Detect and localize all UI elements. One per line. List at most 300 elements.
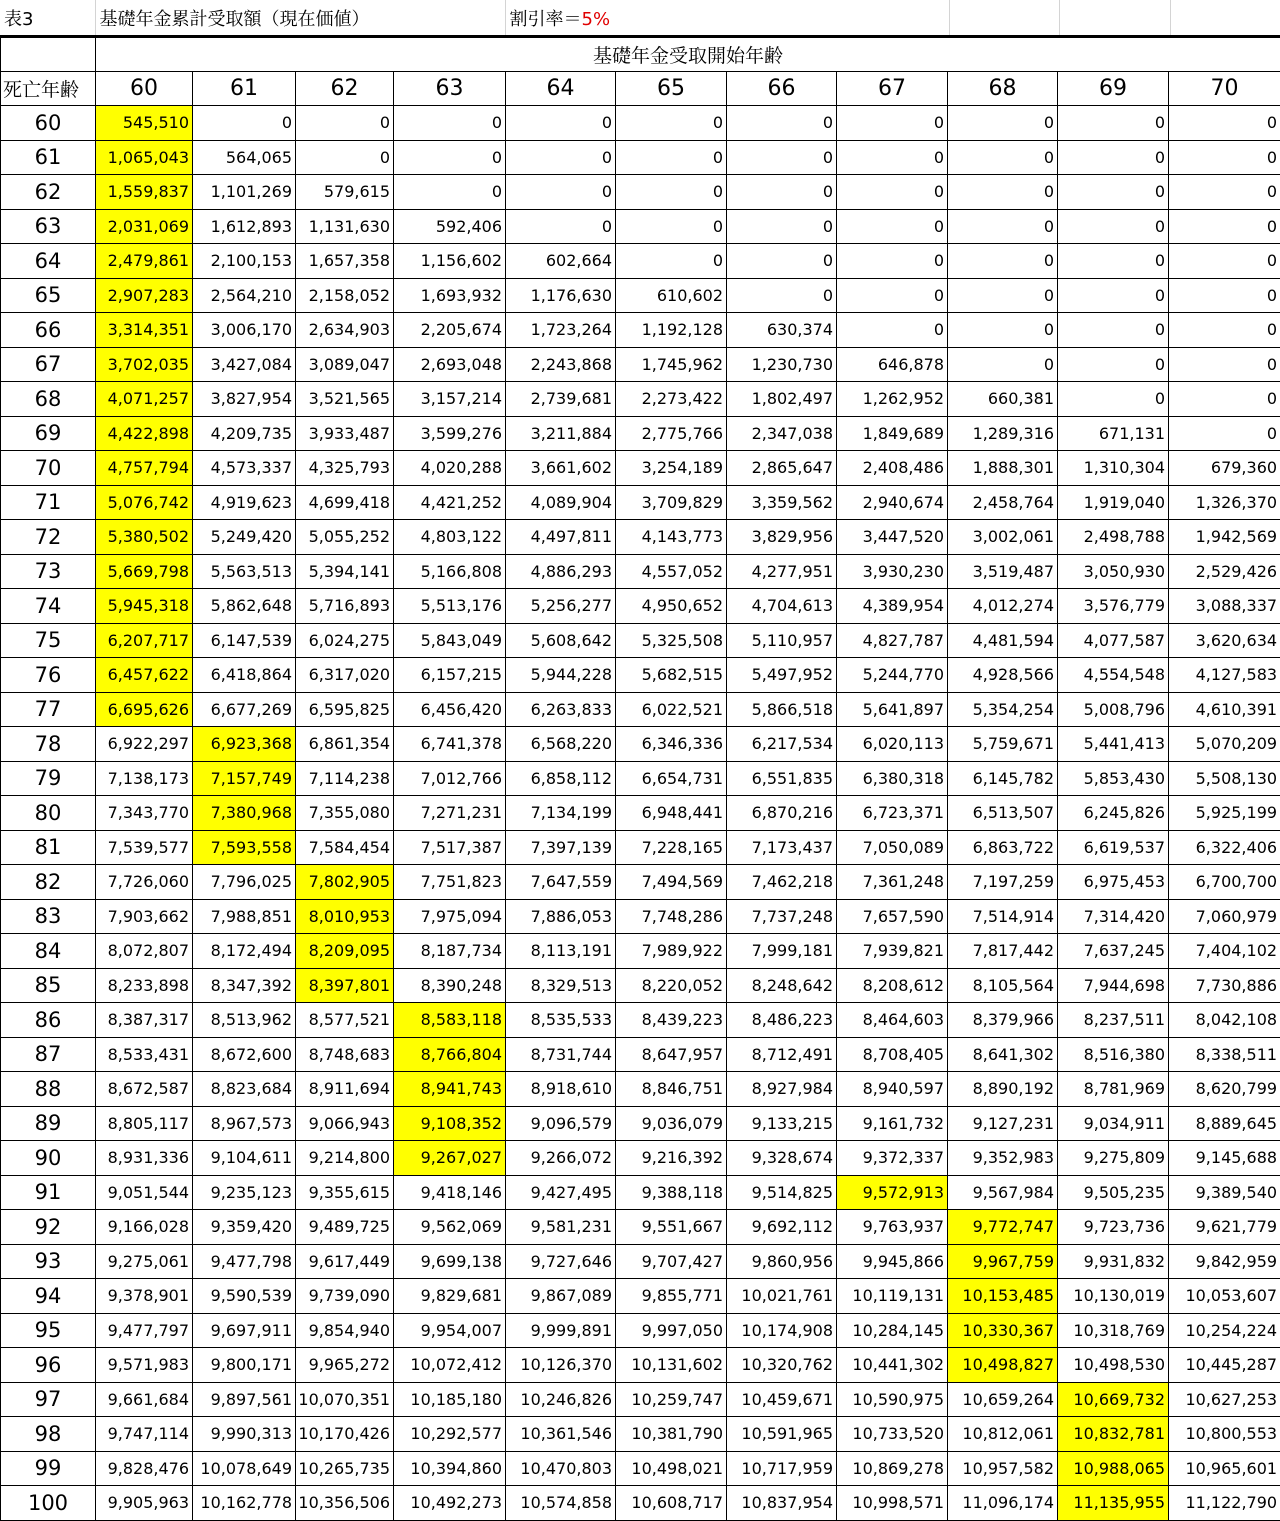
value-cell[interactable]: 5,110,957	[727, 623, 837, 658]
value-cell[interactable]: 7,397,139	[506, 830, 616, 865]
value-cell[interactable]: 5,944,228	[506, 658, 616, 693]
death-age-cell[interactable]: 77	[1, 692, 96, 727]
value-cell[interactable]: 2,273,422	[616, 382, 727, 417]
start-age-header[interactable]: 64	[506, 72, 616, 106]
value-cell[interactable]: 0	[837, 244, 948, 279]
value-cell[interactable]: 9,800,171	[193, 1348, 296, 1383]
value-cell[interactable]: 5,682,515	[616, 658, 727, 693]
value-cell[interactable]: 8,846,751	[616, 1072, 727, 1107]
value-cell[interactable]: 10,131,602	[616, 1348, 727, 1383]
value-cell[interactable]: 1,612,893	[193, 209, 296, 244]
value-cell[interactable]: 0	[394, 106, 506, 141]
death-age-cell[interactable]: 73	[1, 554, 96, 589]
value-cell[interactable]: 9,855,771	[616, 1279, 727, 1314]
value-cell[interactable]: 9,036,079	[616, 1106, 727, 1141]
value-cell[interactable]: 3,933,487	[296, 416, 394, 451]
value-cell[interactable]: 8,172,494	[193, 934, 296, 969]
value-cell[interactable]: 9,990,313	[193, 1417, 296, 1452]
value-cell[interactable]: 5,853,430	[1058, 761, 1169, 796]
value-cell[interactable]: 6,322,406	[1169, 830, 1280, 865]
value-cell[interactable]: 10,361,546	[506, 1417, 616, 1452]
value-cell[interactable]: 0	[948, 313, 1058, 348]
value-cell[interactable]: 7,647,559	[506, 865, 616, 900]
value-cell[interactable]: 10,284,145	[837, 1313, 948, 1348]
title-cell[interactable]	[95, 0, 505, 36]
value-cell[interactable]: 2,408,486	[837, 451, 948, 486]
value-cell[interactable]: 10,078,649	[193, 1451, 296, 1486]
value-cell[interactable]: 9,161,732	[837, 1106, 948, 1141]
value-cell[interactable]: 6,245,826	[1058, 796, 1169, 831]
value-cell[interactable]: 9,389,540	[1169, 1175, 1280, 1210]
value-cell[interactable]: 9,828,476	[96, 1451, 193, 1486]
empty-cell[interactable]	[1170, 0, 1280, 36]
value-cell[interactable]: 0	[727, 175, 837, 210]
max-value-cell[interactable]: 7,802,905	[296, 865, 394, 900]
start-age-header[interactable]: 61	[193, 72, 296, 106]
value-cell[interactable]: 6,022,521	[616, 692, 727, 727]
start-age-header[interactable]: 66	[727, 72, 837, 106]
value-cell[interactable]: 9,727,646	[506, 1244, 616, 1279]
start-age-header[interactable]: 69	[1058, 72, 1169, 106]
value-cell[interactable]: 0	[193, 106, 296, 141]
value-cell[interactable]: 7,903,662	[96, 899, 193, 934]
value-cell[interactable]: 7,988,851	[193, 899, 296, 934]
value-cell[interactable]: 6,317,020	[296, 658, 394, 693]
value-cell[interactable]: 9,235,123	[193, 1175, 296, 1210]
value-cell[interactable]: 5,497,952	[727, 658, 837, 693]
value-cell[interactable]: 8,712,491	[727, 1037, 837, 1072]
value-cell[interactable]: 1,310,304	[1058, 451, 1169, 486]
value-cell[interactable]: 5,925,199	[1169, 796, 1280, 831]
value-cell[interactable]: 9,066,943	[296, 1106, 394, 1141]
death-age-cell[interactable]: 96	[1, 1348, 96, 1383]
value-cell[interactable]: 5,394,141	[296, 554, 394, 589]
max-value-cell[interactable]: 8,583,118	[394, 1003, 506, 1038]
value-cell[interactable]: 5,008,796	[1058, 692, 1169, 727]
value-cell[interactable]: 0	[296, 140, 394, 175]
death-age-cell[interactable]: 63	[1, 209, 96, 244]
value-cell[interactable]: 8,890,192	[948, 1072, 1058, 1107]
value-cell[interactable]: 3,006,170	[193, 313, 296, 348]
value-cell[interactable]: 6,870,216	[727, 796, 837, 831]
value-cell[interactable]: 6,147,539	[193, 623, 296, 658]
max-value-cell[interactable]: 10,153,485	[948, 1279, 1058, 1314]
max-value-cell[interactable]: 7,157,749	[193, 761, 296, 796]
value-cell[interactable]: 0	[1058, 140, 1169, 175]
max-value-cell[interactable]: 5,669,798	[96, 554, 193, 589]
value-cell[interactable]: 0	[616, 175, 727, 210]
death-age-cell[interactable]: 81	[1, 830, 96, 865]
value-cell[interactable]: 4,089,904	[506, 485, 616, 520]
value-cell[interactable]: 7,271,231	[394, 796, 506, 831]
value-cell[interactable]: 4,209,735	[193, 416, 296, 451]
value-cell[interactable]: 2,634,903	[296, 313, 394, 348]
value-cell[interactable]: 8,513,962	[193, 1003, 296, 1038]
value-cell[interactable]: 10,130,019	[1058, 1279, 1169, 1314]
value-cell[interactable]: 9,707,427	[616, 1244, 727, 1279]
value-cell[interactable]: 3,827,954	[193, 382, 296, 417]
value-cell[interactable]: 10,869,278	[837, 1451, 948, 1486]
value-cell[interactable]: 10,590,975	[837, 1382, 948, 1417]
value-cell[interactable]: 7,751,823	[394, 865, 506, 900]
value-cell[interactable]: 1,802,497	[727, 382, 837, 417]
death-age-cell[interactable]: 71	[1, 485, 96, 520]
value-cell[interactable]: 1,723,264	[506, 313, 616, 348]
value-cell[interactable]: 10,627,253	[1169, 1382, 1280, 1417]
value-cell[interactable]: 4,919,623	[193, 485, 296, 520]
max-value-cell[interactable]: 8,209,095	[296, 934, 394, 969]
value-cell[interactable]: 8,486,223	[727, 1003, 837, 1038]
value-cell[interactable]: 4,704,613	[727, 589, 837, 624]
value-cell[interactable]: 6,551,835	[727, 761, 837, 796]
death-age-cell[interactable]: 97	[1, 1382, 96, 1417]
value-cell[interactable]: 9,562,069	[394, 1210, 506, 1245]
value-cell[interactable]: 7,361,248	[837, 865, 948, 900]
value-cell[interactable]: 0	[1169, 106, 1280, 141]
value-cell[interactable]: 8,072,807	[96, 934, 193, 969]
value-cell[interactable]: 6,456,420	[394, 692, 506, 727]
max-value-cell[interactable]: 9,967,759	[948, 1244, 1058, 1279]
max-value-cell[interactable]: 545,510	[96, 106, 193, 141]
value-cell[interactable]: 7,944,698	[1058, 968, 1169, 1003]
value-cell[interactable]: 7,134,199	[506, 796, 616, 831]
value-cell[interactable]: 5,354,254	[948, 692, 1058, 727]
start-age-header[interactable]: 67	[837, 72, 948, 106]
value-cell[interactable]: 9,355,615	[296, 1175, 394, 1210]
value-cell[interactable]: 0	[506, 209, 616, 244]
value-cell[interactable]: 4,421,252	[394, 485, 506, 520]
max-value-cell[interactable]: 3,702,035	[96, 347, 193, 382]
value-cell[interactable]: 2,100,153	[193, 244, 296, 279]
value-cell[interactable]: 9,842,959	[1169, 1244, 1280, 1279]
value-cell[interactable]: 10,021,761	[727, 1279, 837, 1314]
value-cell[interactable]: 7,737,248	[727, 899, 837, 934]
value-cell[interactable]: 9,477,798	[193, 1244, 296, 1279]
value-cell[interactable]: 10,162,778	[193, 1486, 296, 1521]
value-cell[interactable]: 7,584,454	[296, 830, 394, 865]
value-cell[interactable]: 9,867,089	[506, 1279, 616, 1314]
value-cell[interactable]: 5,843,049	[394, 623, 506, 658]
value-cell[interactable]: 7,886,053	[506, 899, 616, 934]
value-cell[interactable]: 9,697,911	[193, 1313, 296, 1348]
value-cell[interactable]: 0	[1169, 244, 1280, 279]
value-cell[interactable]: 6,619,537	[1058, 830, 1169, 865]
value-cell[interactable]: 7,138,173	[96, 761, 193, 796]
death-age-header[interactable]: 死亡年齢	[1, 72, 96, 106]
value-cell[interactable]: 0	[616, 209, 727, 244]
value-cell[interactable]: 4,481,594	[948, 623, 1058, 658]
value-cell[interactable]: 9,378,901	[96, 1279, 193, 1314]
value-cell[interactable]: 6,595,825	[296, 692, 394, 727]
start-age-header[interactable]: 68	[948, 72, 1058, 106]
value-cell[interactable]: 10,053,607	[1169, 1279, 1280, 1314]
value-cell[interactable]: 10,492,273	[394, 1486, 506, 1521]
value-cell[interactable]: 0	[727, 209, 837, 244]
value-cell[interactable]: 9,590,539	[193, 1279, 296, 1314]
value-cell[interactable]: 0	[837, 209, 948, 244]
corner-cell[interactable]	[1, 38, 96, 72]
value-cell[interactable]: 8,823,684	[193, 1072, 296, 1107]
max-value-cell[interactable]: 6,923,368	[193, 727, 296, 762]
value-cell[interactable]: 4,143,773	[616, 520, 727, 555]
max-value-cell[interactable]: 9,108,352	[394, 1106, 506, 1141]
value-cell[interactable]: 4,950,652	[616, 589, 727, 624]
death-age-cell[interactable]: 92	[1, 1210, 96, 1245]
value-cell[interactable]: 602,664	[506, 244, 616, 279]
value-cell[interactable]: 3,002,061	[948, 520, 1058, 555]
value-cell[interactable]: 0	[948, 347, 1058, 382]
value-cell[interactable]: 10,070,351	[296, 1382, 394, 1417]
value-cell[interactable]: 9,328,674	[727, 1141, 837, 1176]
value-cell[interactable]: 10,170,426	[296, 1417, 394, 1452]
value-cell[interactable]: 8,237,511	[1058, 1003, 1169, 1038]
value-cell[interactable]: 7,114,238	[296, 761, 394, 796]
max-value-cell[interactable]: 4,757,794	[96, 451, 193, 486]
value-cell[interactable]: 8,647,957	[616, 1037, 727, 1072]
death-age-cell[interactable]: 99	[1, 1451, 96, 1486]
value-cell[interactable]: 4,077,587	[1058, 623, 1169, 658]
value-cell[interactable]: 10,812,061	[948, 1417, 1058, 1452]
value-cell[interactable]: 8,672,600	[193, 1037, 296, 1072]
value-cell[interactable]: 6,741,378	[394, 727, 506, 762]
value-cell[interactable]: 3,088,337	[1169, 589, 1280, 624]
value-cell[interactable]: 8,731,744	[506, 1037, 616, 1072]
value-cell[interactable]: 2,865,647	[727, 451, 837, 486]
value-cell[interactable]: 9,999,891	[506, 1313, 616, 1348]
value-cell[interactable]: 10,733,520	[837, 1417, 948, 1452]
value-cell[interactable]: 8,641,302	[948, 1037, 1058, 1072]
value-cell[interactable]: 2,205,674	[394, 313, 506, 348]
value-cell[interactable]: 9,275,809	[1058, 1141, 1169, 1176]
death-age-cell[interactable]: 89	[1, 1106, 96, 1141]
death-age-cell[interactable]: 84	[1, 934, 96, 969]
value-cell[interactable]: 9,661,684	[96, 1382, 193, 1417]
value-cell[interactable]: 3,521,565	[296, 382, 394, 417]
value-cell[interactable]: 9,489,725	[296, 1210, 394, 1245]
value-cell[interactable]: 0	[394, 175, 506, 210]
value-cell[interactable]: 2,458,764	[948, 485, 1058, 520]
value-cell[interactable]: 8,464,603	[837, 1003, 948, 1038]
death-age-cell[interactable]: 67	[1, 347, 96, 382]
value-cell[interactable]: 7,975,094	[394, 899, 506, 934]
value-cell[interactable]: 7,355,080	[296, 796, 394, 831]
value-cell[interactable]: 10,185,180	[394, 1382, 506, 1417]
value-cell[interactable]: 6,654,731	[616, 761, 727, 796]
value-cell[interactable]: 7,539,577	[96, 830, 193, 865]
value-cell[interactable]: 10,470,803	[506, 1451, 616, 1486]
value-cell[interactable]: 5,325,508	[616, 623, 727, 658]
value-cell[interactable]: 7,748,286	[616, 899, 727, 934]
value-cell[interactable]: 3,089,047	[296, 347, 394, 382]
value-cell[interactable]: 5,641,897	[837, 692, 948, 727]
value-cell[interactable]: 6,380,318	[837, 761, 948, 796]
discount-rate-cell[interactable]	[505, 0, 949, 36]
value-cell[interactable]: 0	[948, 140, 1058, 175]
value-cell[interactable]: 8,042,108	[1169, 1003, 1280, 1038]
value-cell[interactable]: 0	[1058, 244, 1169, 279]
value-cell[interactable]: 3,599,276	[394, 416, 506, 451]
value-cell[interactable]: 0	[727, 140, 837, 175]
value-cell[interactable]: 3,930,230	[837, 554, 948, 589]
max-value-cell[interactable]: 2,479,861	[96, 244, 193, 279]
value-cell[interactable]: 9,214,800	[296, 1141, 394, 1176]
death-age-cell[interactable]: 72	[1, 520, 96, 555]
value-cell[interactable]: 9,723,736	[1058, 1210, 1169, 1245]
value-cell[interactable]: 1,192,128	[616, 313, 727, 348]
value-cell[interactable]: 0	[616, 106, 727, 141]
value-cell[interactable]: 2,775,766	[616, 416, 727, 451]
death-age-cell[interactable]: 78	[1, 727, 96, 762]
value-cell[interactable]: 9,359,420	[193, 1210, 296, 1245]
value-cell[interactable]: 5,055,252	[296, 520, 394, 555]
value-cell[interactable]: 1,888,301	[948, 451, 1058, 486]
value-cell[interactable]: 5,759,671	[948, 727, 1058, 762]
value-cell[interactable]: 679,360	[1169, 451, 1280, 486]
death-age-cell[interactable]: 85	[1, 968, 96, 1003]
value-cell[interactable]: 5,508,130	[1169, 761, 1280, 796]
value-cell[interactable]: 0	[296, 106, 394, 141]
value-cell[interactable]: 9,567,984	[948, 1175, 1058, 1210]
value-cell[interactable]: 6,948,441	[616, 796, 727, 831]
max-value-cell[interactable]: 4,422,898	[96, 416, 193, 451]
value-cell[interactable]: 10,591,965	[727, 1417, 837, 1452]
value-cell[interactable]: 10,318,769	[1058, 1313, 1169, 1348]
value-cell[interactable]: 8,347,392	[193, 968, 296, 1003]
death-age-cell[interactable]: 65	[1, 278, 96, 313]
value-cell[interactable]: 9,034,911	[1058, 1106, 1169, 1141]
value-cell[interactable]: 0	[1169, 347, 1280, 382]
value-cell[interactable]: 9,266,072	[506, 1141, 616, 1176]
value-cell[interactable]: 1,693,932	[394, 278, 506, 313]
value-cell[interactable]: 9,905,963	[96, 1486, 193, 1521]
value-cell[interactable]: 8,516,380	[1058, 1037, 1169, 1072]
value-cell[interactable]: 0	[948, 244, 1058, 279]
value-cell[interactable]: 4,886,293	[506, 554, 616, 589]
value-cell[interactable]: 9,897,561	[193, 1382, 296, 1417]
value-cell[interactable]: 5,441,413	[1058, 727, 1169, 762]
death-age-cell[interactable]: 86	[1, 1003, 96, 1038]
value-cell[interactable]: 8,577,521	[296, 1003, 394, 1038]
start-age-header[interactable]: 70	[1169, 72, 1280, 106]
value-cell[interactable]: 7,343,770	[96, 796, 193, 831]
value-cell[interactable]: 3,829,956	[727, 520, 837, 555]
value-cell[interactable]: 7,197,259	[948, 865, 1058, 900]
empty-cell[interactable]	[949, 0, 1059, 36]
value-cell[interactable]: 9,477,797	[96, 1313, 193, 1348]
value-cell[interactable]: 9,388,118	[616, 1175, 727, 1210]
value-cell[interactable]: 5,249,420	[193, 520, 296, 555]
value-cell[interactable]: 8,329,513	[506, 968, 616, 1003]
value-cell[interactable]: 4,497,811	[506, 520, 616, 555]
death-age-cell[interactable]: 75	[1, 623, 96, 658]
value-cell[interactable]: 10,119,131	[837, 1279, 948, 1314]
value-cell[interactable]: 7,514,914	[948, 899, 1058, 934]
value-cell[interactable]: 0	[837, 106, 948, 141]
death-age-cell[interactable]: 80	[1, 796, 96, 831]
value-cell[interactable]: 2,739,681	[506, 382, 616, 417]
value-cell[interactable]: 8,379,966	[948, 1003, 1058, 1038]
value-cell[interactable]: 9,571,983	[96, 1348, 193, 1383]
death-age-cell[interactable]: 64	[1, 244, 96, 279]
value-cell[interactable]: 10,998,571	[837, 1486, 948, 1521]
value-cell[interactable]: 10,126,370	[506, 1348, 616, 1383]
value-cell[interactable]: 6,346,336	[616, 727, 727, 762]
value-cell[interactable]: 7,726,060	[96, 865, 193, 900]
value-cell[interactable]: 8,889,645	[1169, 1106, 1280, 1141]
max-value-cell[interactable]: 8,010,953	[296, 899, 394, 934]
max-value-cell[interactable]: 9,572,913	[837, 1175, 948, 1210]
start-age-header[interactable]: 65	[616, 72, 727, 106]
value-cell[interactable]: 10,574,858	[506, 1486, 616, 1521]
death-age-cell[interactable]: 79	[1, 761, 96, 796]
start-age-group-header[interactable]: 基礎年金受取開始年齢	[96, 38, 1280, 72]
max-value-cell[interactable]: 8,941,743	[394, 1072, 506, 1107]
value-cell[interactable]: 9,945,866	[837, 1244, 948, 1279]
value-cell[interactable]: 8,113,191	[506, 934, 616, 969]
value-cell[interactable]: 8,208,612	[837, 968, 948, 1003]
value-cell[interactable]: 9,127,231	[948, 1106, 1058, 1141]
value-cell[interactable]: 3,519,487	[948, 554, 1058, 589]
value-cell[interactable]: 9,747,114	[96, 1417, 193, 1452]
value-cell[interactable]: 8,918,610	[506, 1072, 616, 1107]
death-age-cell[interactable]: 66	[1, 313, 96, 348]
max-value-cell[interactable]: 5,945,318	[96, 589, 193, 624]
value-cell[interactable]: 5,866,518	[727, 692, 837, 727]
value-cell[interactable]: 2,347,038	[727, 416, 837, 451]
value-cell[interactable]: 0	[948, 209, 1058, 244]
value-cell[interactable]: 0	[616, 244, 727, 279]
value-cell[interactable]: 1,657,358	[296, 244, 394, 279]
value-cell[interactable]: 5,563,513	[193, 554, 296, 589]
value-cell[interactable]: 9,514,825	[727, 1175, 837, 1210]
max-value-cell[interactable]: 11,135,955	[1058, 1486, 1169, 1521]
value-cell[interactable]: 0	[506, 106, 616, 141]
value-cell[interactable]: 1,289,316	[948, 416, 1058, 451]
value-cell[interactable]: 0	[1058, 347, 1169, 382]
max-value-cell[interactable]: 10,988,065	[1058, 1451, 1169, 1486]
max-value-cell[interactable]: 2,907,283	[96, 278, 193, 313]
value-cell[interactable]: 4,127,583	[1169, 658, 1280, 693]
value-cell[interactable]: 10,320,762	[727, 1348, 837, 1383]
max-value-cell[interactable]: 10,498,827	[948, 1348, 1058, 1383]
death-age-cell[interactable]: 98	[1, 1417, 96, 1452]
max-value-cell[interactable]: 8,397,801	[296, 968, 394, 1003]
value-cell[interactable]: 6,217,534	[727, 727, 837, 762]
value-cell[interactable]: 8,439,223	[616, 1003, 727, 1038]
value-cell[interactable]: 1,176,630	[506, 278, 616, 313]
value-cell[interactable]: 5,070,209	[1169, 727, 1280, 762]
value-cell[interactable]: 7,817,442	[948, 934, 1058, 969]
value-cell[interactable]: 9,692,112	[727, 1210, 837, 1245]
start-age-header[interactable]: 60	[96, 72, 193, 106]
value-cell[interactable]: 8,105,564	[948, 968, 1058, 1003]
death-age-cell[interactable]: 91	[1, 1175, 96, 1210]
value-cell[interactable]: 1,745,962	[616, 347, 727, 382]
value-cell[interactable]: 8,805,117	[96, 1106, 193, 1141]
value-cell[interactable]: 0	[727, 106, 837, 141]
value-cell[interactable]: 0	[1169, 140, 1280, 175]
value-cell[interactable]: 9,954,007	[394, 1313, 506, 1348]
max-value-cell[interactable]: 9,772,747	[948, 1210, 1058, 1245]
value-cell[interactable]: 9,133,215	[727, 1106, 837, 1141]
value-cell[interactable]: 10,072,412	[394, 1348, 506, 1383]
value-cell[interactable]: 0	[948, 175, 1058, 210]
value-cell[interactable]: 9,427,495	[506, 1175, 616, 1210]
value-cell[interactable]: 7,012,766	[394, 761, 506, 796]
table-id-cell[interactable]	[0, 0, 95, 36]
value-cell[interactable]: 10,441,302	[837, 1348, 948, 1383]
value-cell[interactable]: 3,620,634	[1169, 623, 1280, 658]
